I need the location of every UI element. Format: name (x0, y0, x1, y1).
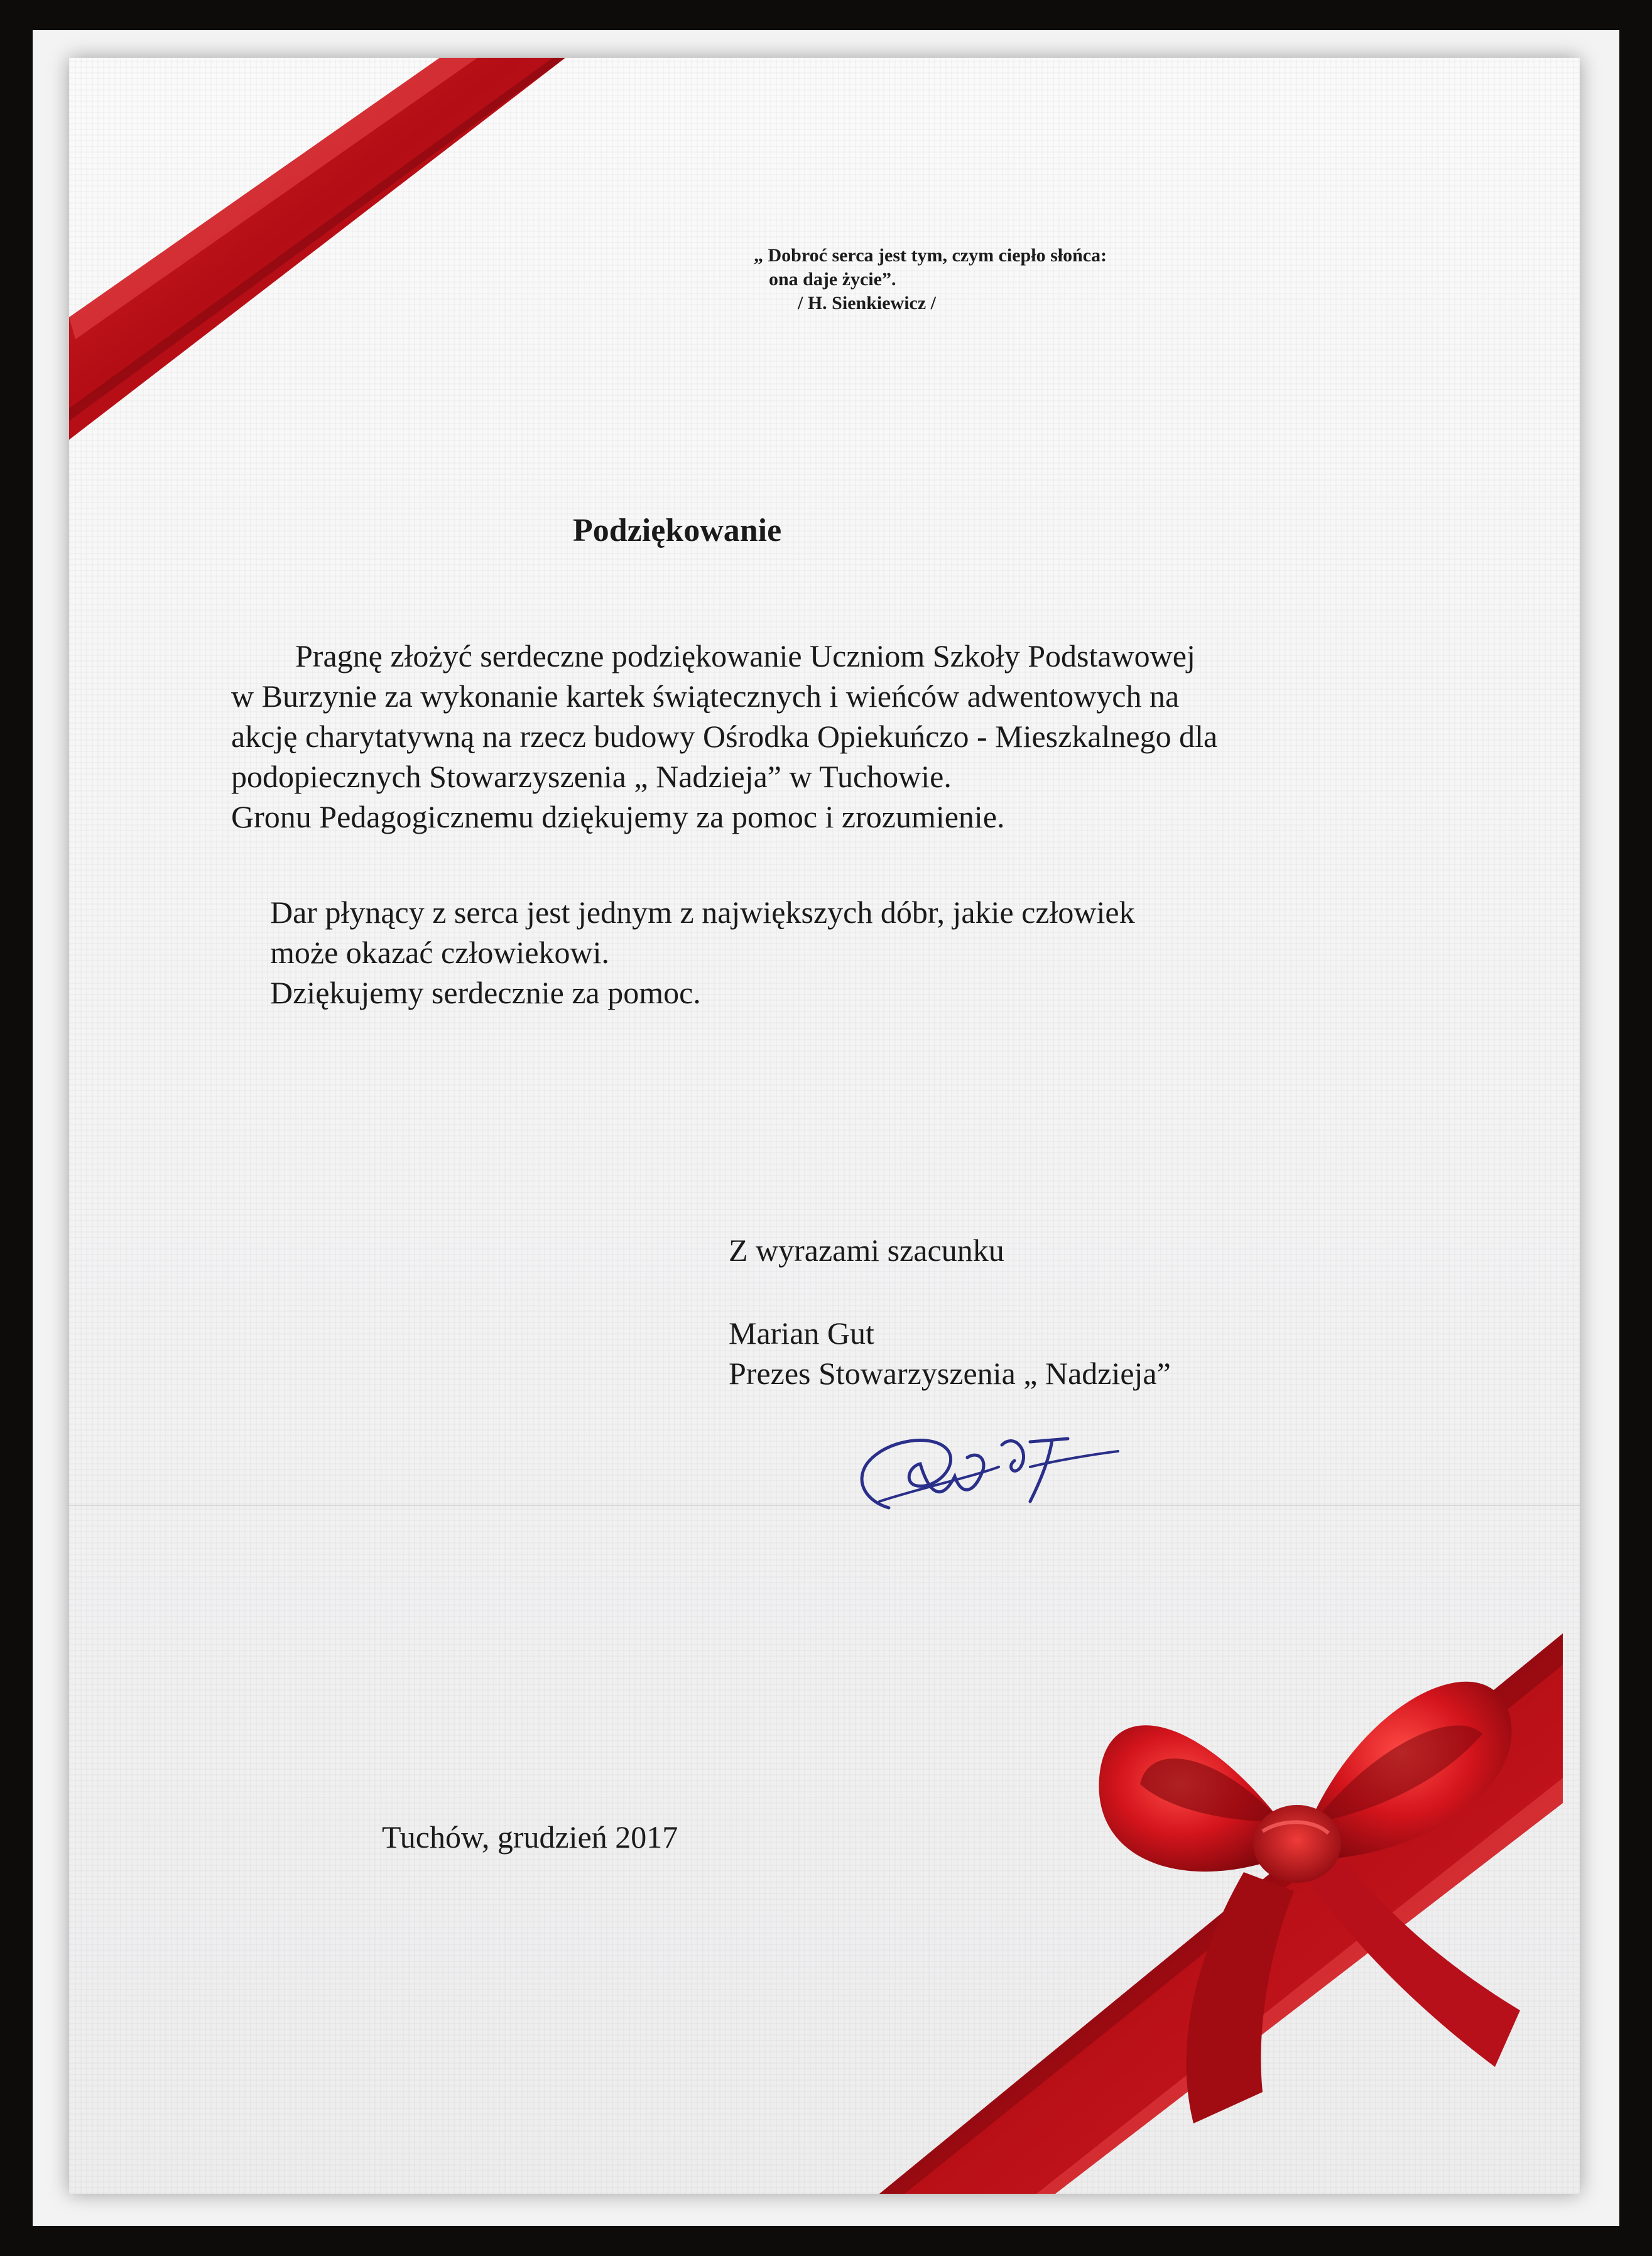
paper-fold-line (69, 1505, 1580, 1507)
paragraph-gift (270, 892, 1135, 1013)
paragraph-line: w Burzynie za wykonanie kartek świątecznych i wieńców adwentowych na (231, 678, 1180, 714)
paragraph-line: Dar płynący z serca jest jednym z największych dóbr, jakie człowiek (270, 895, 1135, 930)
epigraph-quote (754, 244, 1107, 315)
paragraph-line: akcję charytatywną na rzecz budowy Ośrodka Opiekuńczo - Mieszkalnego dla (231, 719, 1218, 754)
letter-paper (69, 58, 1580, 2194)
paragraph-line: Dziękujemy serdecznie za pomoc. (270, 975, 701, 1010)
closing-phrase: Z wyrazami szacunku (729, 1233, 1004, 1268)
place-and-date: Tuchów, grudzień 2017 (382, 1819, 678, 1855)
paragraph-line: podopiecznych Stowarzyszenia „ Nadzieja” w Tuchowie. (231, 759, 952, 794)
letter-title: Podziękowanie (573, 513, 782, 548)
paragraph-thanks (231, 636, 1217, 837)
quote-line-1: „ Dobroć serca jest tym, czym ciepło słońca: (754, 245, 1107, 266)
handwritten-signature (842, 1407, 1124, 1520)
quote-attribution: / H. Sienkiewicz / (798, 293, 936, 313)
signer-role: Prezes Stowarzyszenia „ Nadzieja” (729, 1356, 1171, 1391)
quote-line-2: ona daje życie”. (769, 269, 896, 290)
signer-block (729, 1313, 1171, 1393)
paragraph-line: Gronu Pedagogicznemu dziękujemy za pomoc i zrozumienie. (231, 799, 1005, 834)
signer-name: Marian Gut (729, 1316, 874, 1351)
paragraph-line: Pragnę złożyć serdeczne podziękowanie Uczniom Szkoły Podstawowej (295, 638, 1195, 673)
paragraph-line: może okazać człowiekowi. (270, 935, 610, 970)
